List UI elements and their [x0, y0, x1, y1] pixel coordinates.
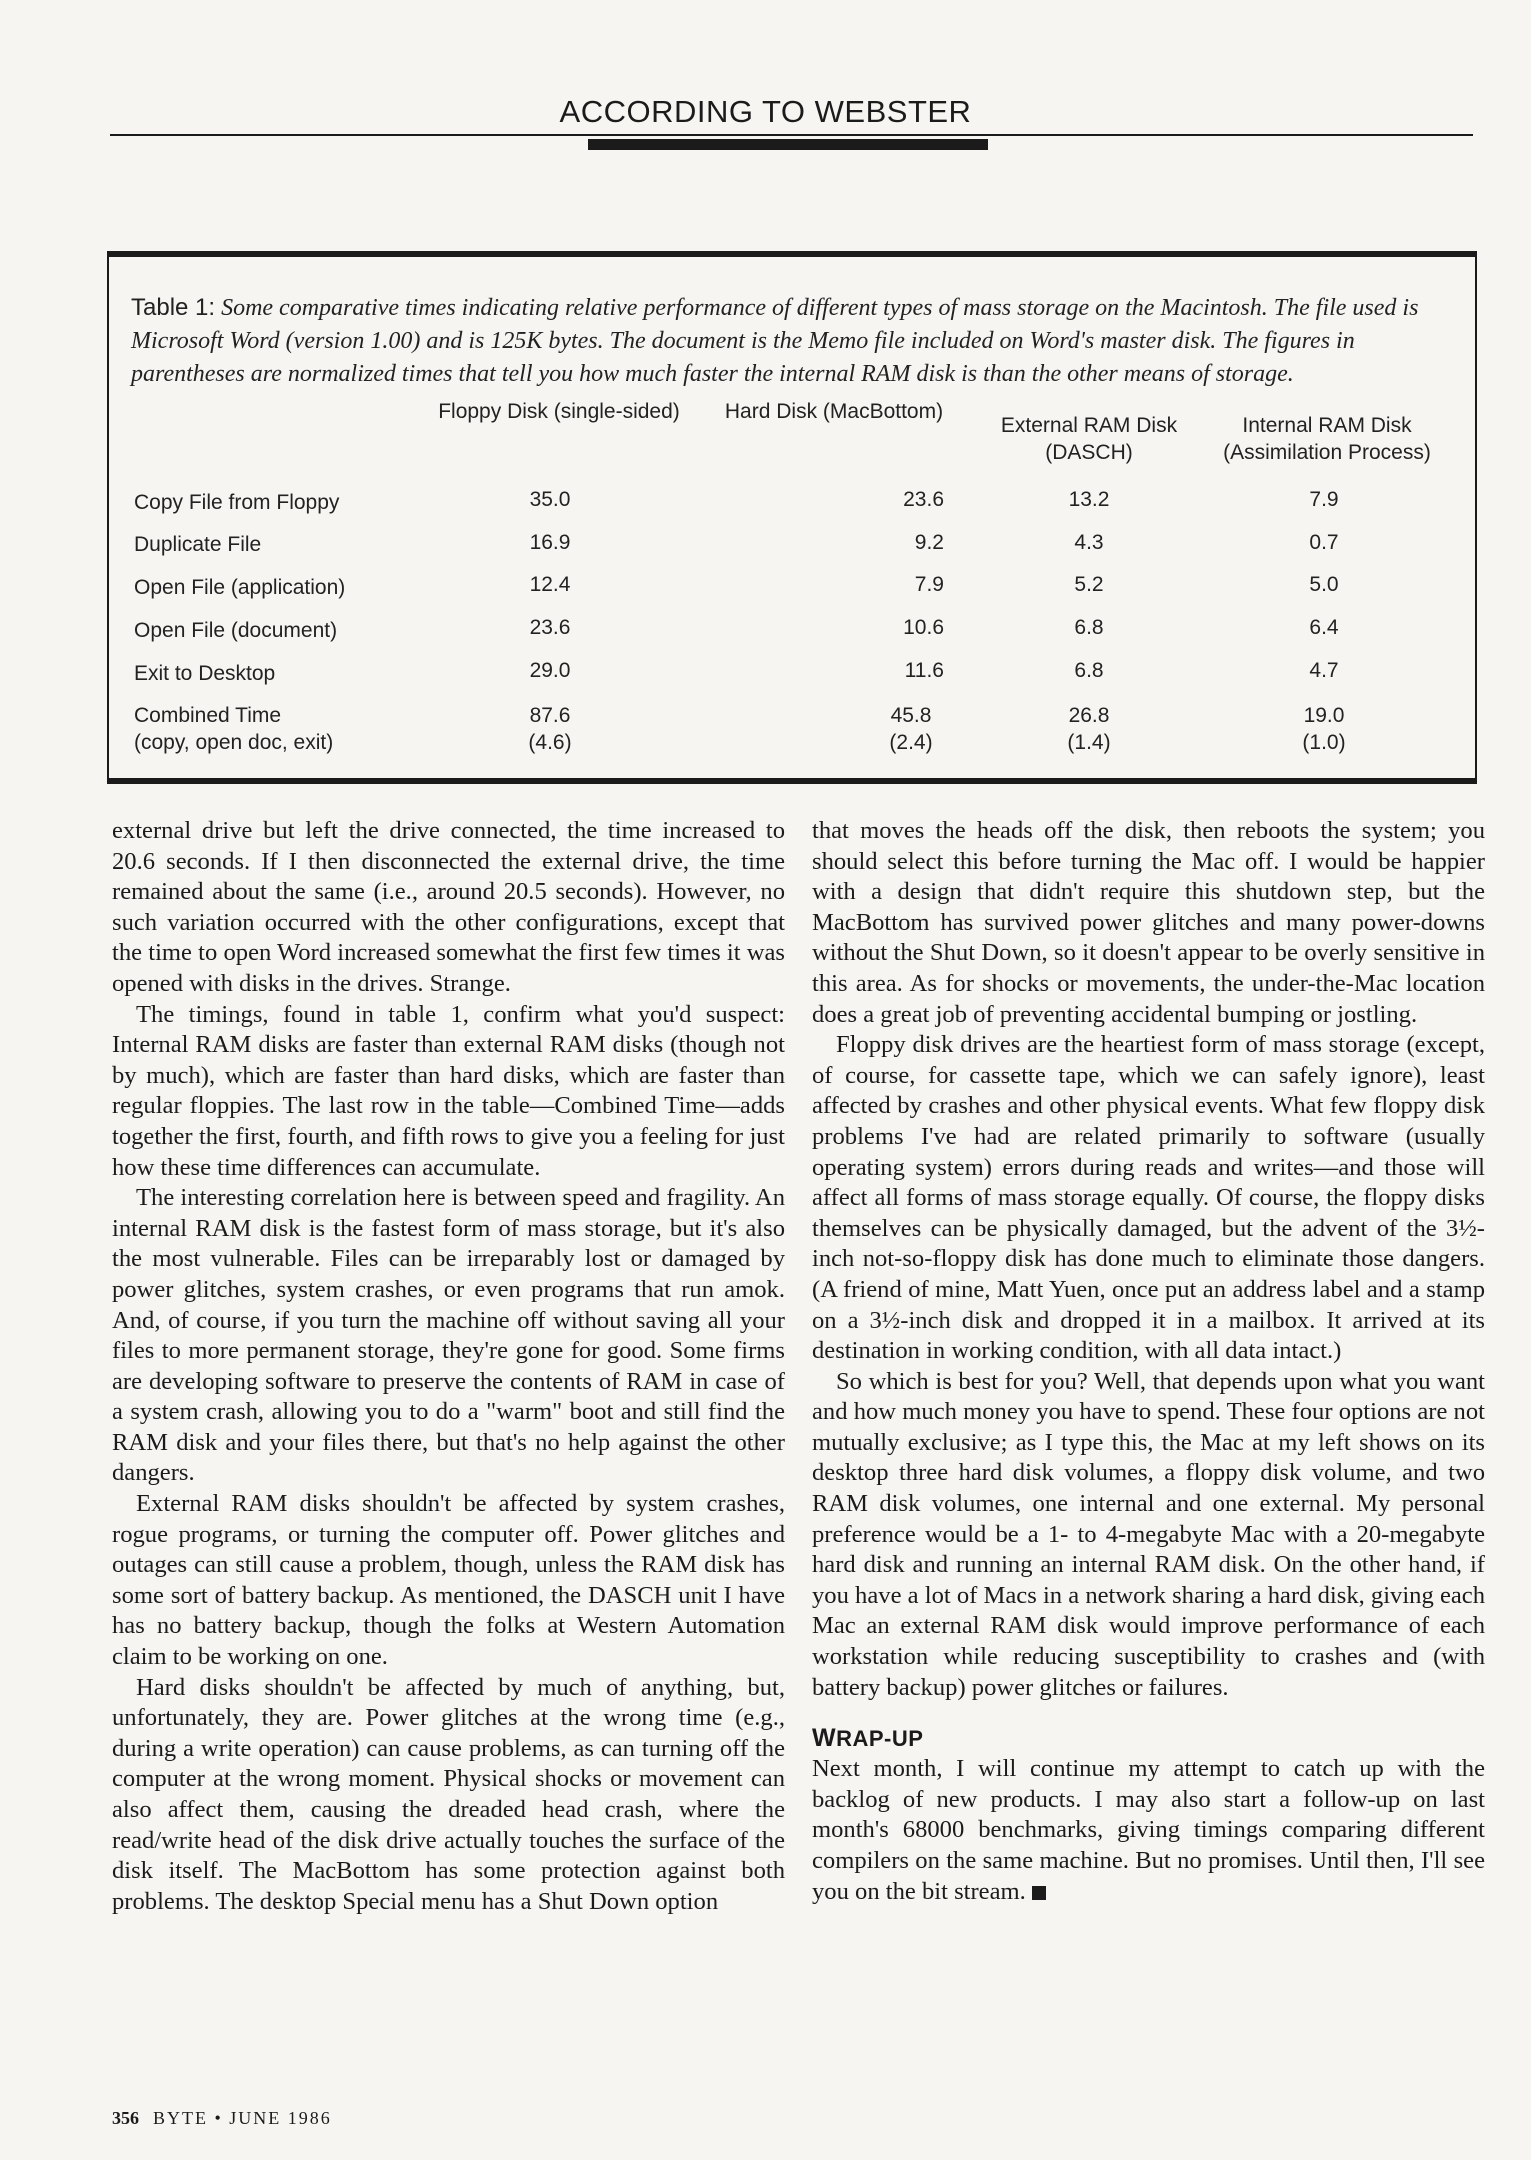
row-label-combined: [134, 702, 333, 756]
cell: 23.6: [903, 488, 944, 511]
cell-normalized: (4.6): [528, 731, 572, 754]
cell: 10.6: [903, 616, 944, 639]
column-header-line: Hard Disk (MacBottom): [724, 400, 944, 423]
article-column-left: [112, 816, 785, 1917]
cell-value: 45.8: [890, 704, 932, 727]
cell-normalized: (2.4): [889, 731, 933, 754]
cell: 0.7: [1309, 531, 1339, 554]
cell-normalized: (1.0): [1302, 731, 1346, 754]
cell: 7.9: [1309, 488, 1339, 511]
paragraph-final: [812, 1754, 1485, 1907]
column-header-line: (Assimilation Process): [1223, 441, 1431, 464]
cell: 6.8: [1074, 659, 1104, 682]
column-header-external-ram: [974, 412, 1204, 466]
row-label: Open File (document): [134, 619, 338, 642]
table-caption-label: Table 1:: [131, 294, 216, 321]
cell-combined: [505, 702, 595, 756]
paragraph: So which is best for you? Well, that depends upon what you want and how much money you have to spend. These four options are not mutually exclusive; as I type this, the Mac at my left shows on its desktop three hard disk volumes, a floppy disk volume, and two RAM disk volumes, one internal and one external. My personal preference would be a 1- to 4-megabyte Mac with a 20-megabyte hard disk and running an internal RAM disk. On the other hand, if you have a lot of Macs in a network sharing a hard disk, giving each Mac an external RAM disk would improve performance of each workstation while reducing susceptibility to crashes and (with battery backup) power glitches or failures.: [812, 1367, 1485, 1701]
table-caption-text: Some comparative times indicating relative performance of different types of mass storage on the Macintosh. The file used is Microsoft Word (version 1.00) and is 125K bytes. The document is the Memo file included on Word's master disk. The figures in parentheses are normalized times that tell you how much faster the internal RAM disk is than the other means of storage.: [131, 295, 1419, 387]
cell: 4.7: [1309, 659, 1339, 682]
paragraph: The timings, found in table 1, confirm what you'd suspect: Internal RAM disks are faster than external RAM disks (though not by much), which are faster than hard disks, which are faster than regular floppies. The last row in the table—Combined Time—adds together the first, fourth, and fifth rows to give you a feeling for just how these time differences can accumulate.: [112, 1000, 785, 1181]
cell: 13.2: [1068, 488, 1110, 511]
running-head: ACCORDING TO WEBSTER: [559, 94, 972, 129]
cell-value: 19.0: [1303, 704, 1345, 727]
row-label-line: (copy, open doc, exit): [134, 731, 334, 754]
cell: 5.2: [1074, 573, 1104, 596]
cell: 16.9: [529, 531, 571, 554]
cell: 35.0: [529, 488, 571, 511]
cell: 6.8: [1074, 616, 1104, 639]
subhead-rest: RAP-UP: [836, 1726, 924, 1752]
column-header-internal-ram: [1197, 412, 1457, 466]
row-label: Open File (application): [134, 576, 346, 599]
cell: 7.9: [914, 573, 944, 596]
row-label: Exit to Desktop: [134, 662, 276, 685]
cell-combined: [1044, 702, 1134, 756]
subhead-initial: W: [812, 1724, 837, 1753]
table-1: [107, 251, 1477, 784]
cell: 4.3: [1074, 531, 1104, 554]
header-rule: [110, 134, 1473, 136]
row-label-line: Combined Time: [134, 704, 282, 727]
column-header-line: (DASCH): [1045, 441, 1133, 464]
paragraph: external drive but left the drive connected, the time increased to 20.6 seconds. If I then disconnected the external drive, the time remained about the same (i.e., around 20.5 seconds). However, no such variation occurred with the other configurations, except that the time to open Word increased somewhat the first few times it was opened with disks in the drives. Strange.: [112, 817, 785, 997]
header-bar: [588, 139, 988, 150]
row-label: Copy File from Floppy: [134, 491, 340, 514]
column-header-line: Floppy Disk (single-sided): [438, 400, 680, 423]
cell-value: 87.6: [529, 704, 571, 727]
table-grid: [109, 257, 1475, 778]
paragraph-final-text: Next month, I will continue my attempt to catch up with the backlog of new products. I may also start a follow-up on last month's 68000 benchmarks, giving timings comparing different compilers on the same machine. But no promises. Until then, I'll see you on the bit stream.: [812, 1755, 1485, 1905]
cell: 5.0: [1309, 573, 1339, 596]
paragraph: Hard disks shouldn't be affected by much of anything, but, unfortunately, they are. Power glitches at the wrong time (e.g., during a write operation) can cause problems, as can turning off the computer at the wrong moment. Physical shocks or movement can also affect them, causing the dreaded head crash, where the read/write head of the disk drive actually touches the surface of the disk itself. The MacBottom has some protection against both problems. The desktop Special menu has a Shut Down option: [112, 1673, 785, 1915]
cell-combined: [866, 702, 956, 756]
column-header-hard-disk: [709, 398, 959, 425]
paragraph: Floppy disk drives are the heartiest form of mass storage (except, of course, for cassette tape, which we can safely ignore), least affected by crashes and other physical events. What few floppy disk problems I've had are related primarily to software (usually operating system) errors during reads and writes—and those will affect all forms of mass storage equally. Of course, the floppy disks themselves can be physically damaged, but the advent of the 3½-inch not-so-floppy disk has done much to eliminate those dangers. (A friend of mine, Matt Yuen, once put an address label and a stamp on a 3½-inch disk and dropped it in a mailbox. It arrived at its destination in working condition, with all data intact.): [812, 1031, 1485, 1365]
cell-normalized: (1.4): [1067, 731, 1111, 754]
cell-value: 26.8: [1068, 704, 1110, 727]
cell-combined: [1279, 702, 1369, 756]
page-folio: [112, 2108, 332, 2129]
publication-line: BYTE • JUNE 1986: [153, 2108, 332, 2128]
paragraph: that moves the heads off the disk, then reboots the system; you should select this before turning the Mac off. I would be happier with a design that didn't require this shutdown step, but the MacBottom has survived power glitches and many power-downs without the Shut Down, so it doesn't appear to be overly sensitive in this area. As for shocks or movements, the under-the-Mac location does a great job of preventing accidental bumping or jostling.: [812, 817, 1485, 1028]
cell: 29.0: [529, 659, 571, 682]
end-mark-icon: [1032, 1886, 1046, 1900]
cell: 23.6: [529, 616, 571, 639]
page-number: 356: [112, 2108, 139, 2128]
cell: 12.4: [529, 573, 571, 596]
cell: 6.4: [1309, 616, 1339, 639]
cell: 11.6: [904, 659, 944, 682]
column-header-floppy: [409, 398, 709, 425]
paragraph: The interesting correlation here is between speed and fragility. An internal RAM disk is the fastest form of mass storage, but it's also the most vulnerable. Files can be irreparably lost or damaged by power glitches, system crashes, or even programs that run amok. And, of course, if you turn the machine off without saving all your files to more permanent storage, they're gone for good. Some firms are developing software to preserve the contents of RAM in case of a system crash, allowing you to do a "warm" boot and still find the RAM disk and your files there, but that's no help against the other dangers.: [112, 1184, 785, 1487]
column-header-line: Internal RAM Disk: [1242, 414, 1412, 437]
article-column-right: [812, 816, 1485, 1907]
row-label: Duplicate File: [134, 533, 262, 556]
cell: 9.2: [914, 531, 944, 554]
subhead-wrap-up: [812, 1723, 1485, 1754]
column-header-line: External RAM Disk: [1000, 414, 1178, 437]
paragraph: External RAM disks shouldn't be affected by system crashes, rogue programs, or turning the computer off. Power glitches and outages can still cause a problem, though, unless the RAM disk has some sort of battery backup. As mentioned, the DASCH unit I have has no battery backup, though the folks at Western Automation claim to be working on one.: [112, 1490, 785, 1671]
